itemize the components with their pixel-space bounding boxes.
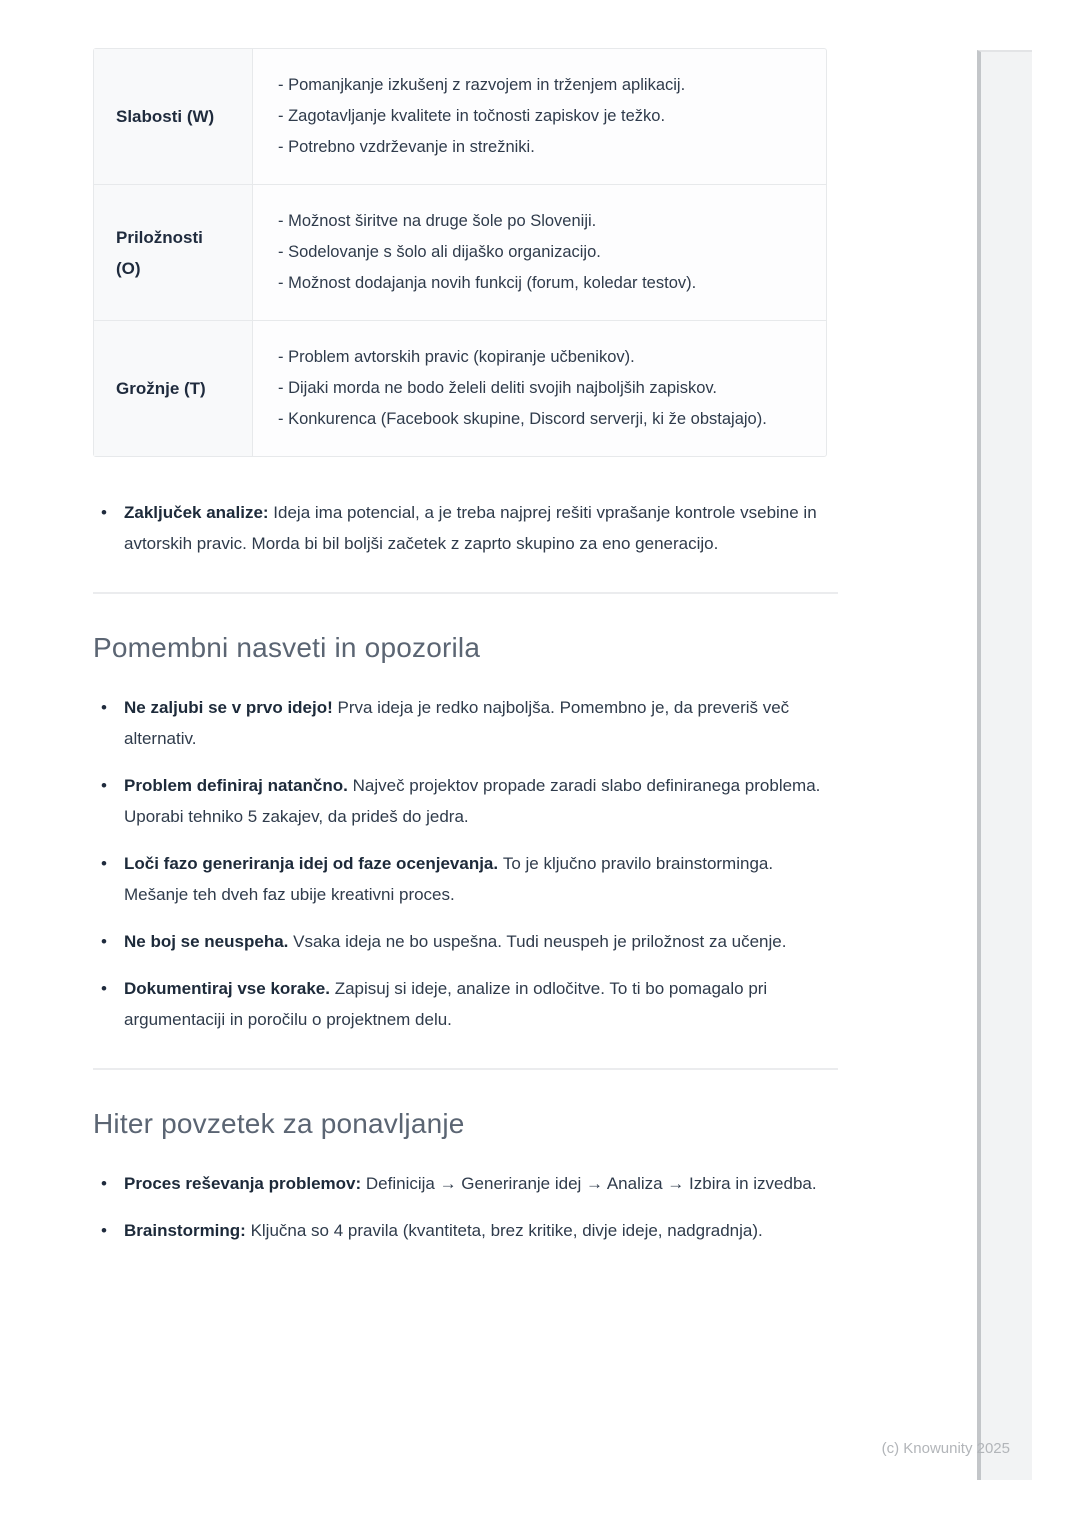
bullet-text: Prva ideja je redko najboljša. Pomembno je, da preveriš več alternativ. [124,698,790,748]
list-item-conclusion [93,497,838,559]
swot-table [93,48,827,457]
bullet-text: To je ključno pravilo brainstorminga. Mešanje teh dveh faz ubije kreativni proces. [124,854,774,904]
swot-row-label: Slabosti (W) [94,49,253,184]
list-item [93,770,838,832]
bullet-text: Ključna so 4 pravila (kvantiteta, brez kritike, divje ideje, nadgradnja). [250,1221,763,1240]
bullet-text: Vsaka ideja ne bo uspešna. Tudi neuspeh je priložnost za učenje. [293,932,787,951]
swot-row-content [253,49,826,184]
next-page-edge [977,50,1032,1480]
swot-item: - Možnost širitve na druge šole po Sloveniji. [278,212,597,230]
section-divider [93,592,838,594]
section-title-tips: Pomembni nasveti in opozorila [93,632,481,663]
table-row-threats [94,321,826,456]
list-item [93,848,838,910]
bullet-bold-text: Proces reševanja problemov: [124,1174,366,1193]
bullet-bold-text: Brainstorming: [124,1221,251,1240]
bullet-bold-text: Problem definiraj natančno. [124,776,353,795]
swot-item: - Problem avtorskih pravic (kopiranje učbenikov). [278,348,635,366]
bullet-text: Zapisuj si ideje, analize in odločitve. To ti bo pomagalo pri argumentaciji in poročilu o projektnem delu. [124,979,768,1029]
swot-row-label: Priložnosti (O) [94,185,253,320]
table-row-opportunities [94,185,826,321]
bullet-bold-text: Ne zaljubi se v prvo idejo! [124,698,338,717]
bullet-text: Definicija → Generiranje idej → Analiza → Izbira in izvedba. [365,1174,817,1193]
swot-item: - Potrebno vzdrževanje in strežniki. [278,138,535,156]
section-title-summary: Hiter povzetek za ponavljanje [93,1108,465,1139]
summary-list [93,1168,838,1246]
bullet-bold-text: Ne boj se neuspeha. [124,932,294,951]
swot-item: - Možnost dodajanja novih funkcij (forum, koledar testov). [278,274,697,292]
section-divider [93,1068,838,1070]
swot-item: - Konkurenca (Facebook skupine, Discord serverji, ki že obstajajo). [278,410,767,428]
list-item [93,692,838,754]
bullet-text: Največ projektov propade zaradi slabo definiranega problema. Uporabi tehniko 5 zakajev, da prideš do jedra. [124,776,821,826]
list-item [93,926,838,957]
swot-item: - Pomanjkanje izkušenj z razvojem in trženjem aplikacij. [278,76,686,94]
bullet-bold-text: Loči fazo generiranja idej od faze ocenjevanja. [124,854,503,873]
swot-row-label: Grožnje (T) [94,321,253,456]
table-row-weaknesses [94,49,826,185]
swot-item: - Sodelovanje s šolo ali dijaško organizacijo. [278,243,601,261]
bullet-bold-text: Zaključek analize: [124,503,274,522]
document-page [93,0,838,1262]
conclusion-list [93,497,838,559]
list-item [93,973,838,1035]
swot-row-content [253,185,826,320]
list-item [93,1168,838,1199]
swot-item: - Dijaki morda ne bodo želeli deliti svojih najboljših zapiskov. [278,379,717,397]
bullet-text: Ideja ima potencial, a je treba najprej rešiti vprašanje kontrole vsebine in avtorskih pravic. Morda bi bil boljši začetek z zaprto skupino za eno generacijo. [124,503,817,553]
swot-row-content [253,321,826,456]
swot-item: - Zagotavljanje kvalitete in točnosti zapiskov je težko. [278,107,666,125]
tips-list [93,692,838,1035]
list-item [93,1215,838,1246]
copyright-watermark: (c) Knowunity 2025 [881,1440,1010,1457]
bullet-bold-text: Dokumentiraj vse korake. [124,979,335,998]
